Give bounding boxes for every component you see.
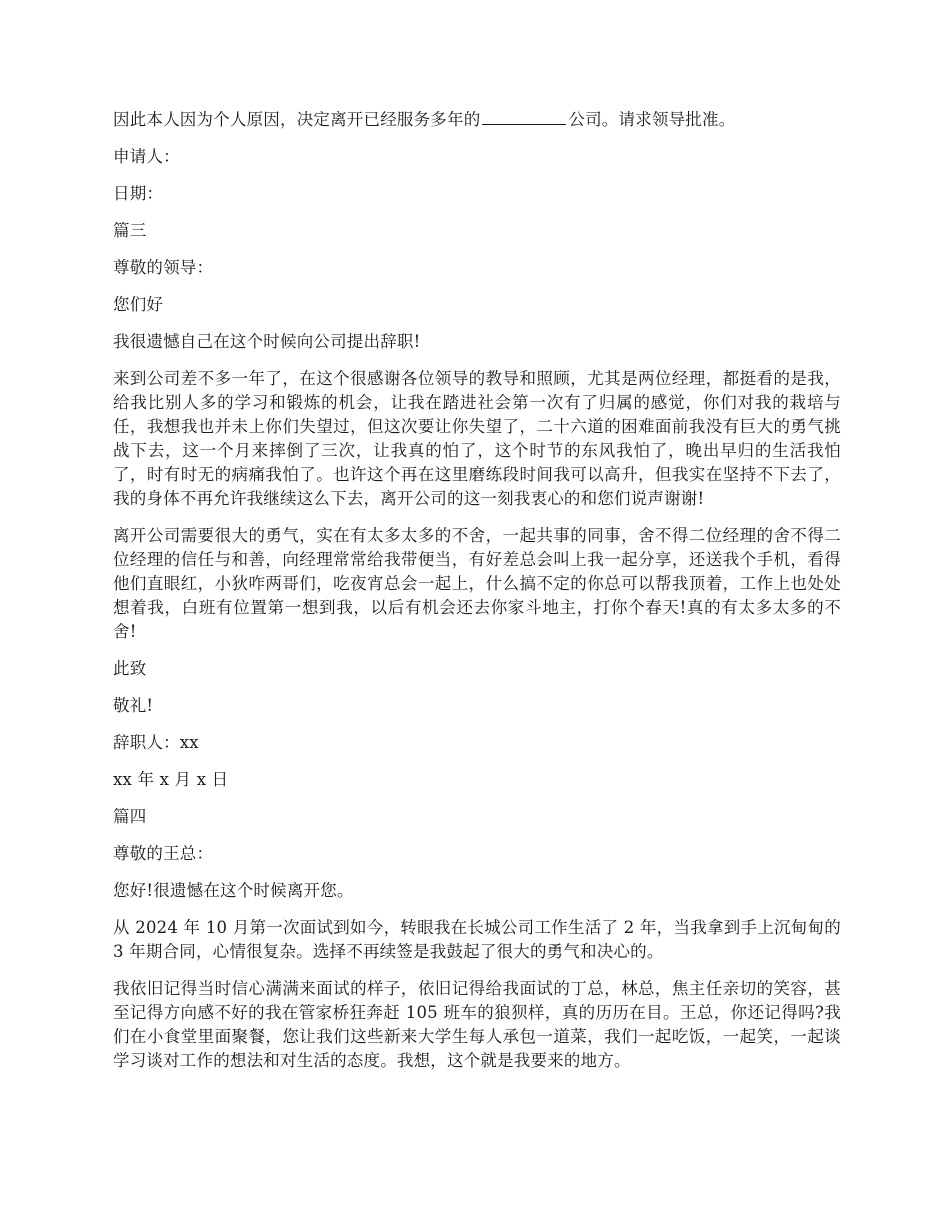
paragraph-3-1: 我很遗憾自己在这个时候向公司提出辞职!	[113, 332, 421, 351]
section-heading-3: 篇三	[113, 221, 147, 240]
paragraph-4-1: 您好!很遗憾在这个时候离开您。	[113, 881, 354, 900]
applicant-line: 申请人：	[113, 147, 180, 166]
signer-line: 辞职人：xx	[113, 733, 199, 752]
paragraph-4-2: 从 2024 年 10 月第一次面试到如今，转眼我在长城公司工作生活了 2 年，当我拿到手上沉甸甸的 3 年期合同，心情很复杂。选择不再续签是我鼓起了很大的勇气和决心的。	[113, 918, 841, 961]
intro-text-before-blank: 因此本人因为个人原因，决定离开已经服务多年的	[113, 110, 481, 129]
closing-line-1: 此致	[113, 659, 147, 678]
closing-line-2: 敬礼!	[113, 696, 154, 715]
salutation-3: 尊敬的领导：	[113, 258, 214, 277]
section-heading-4: 篇四	[113, 807, 147, 826]
paragraph-3-2: 来到公司差不多一年了，在这个很感谢各位领导的教导和照顾，尤其是两位经理，都挺看的是我，给我比别人多的学习和锻炼的机会，让我在踏进社会第一次有了归属的感觉，你们对我的栽培与任，我想我也并未上你们失望过，但这次要让你失望了，二十六道的困难面前我没有巨大的勇气挑战下去，这一个月来摔倒了三次，让我真的怕了，这个时节的东风我怕了，晚出早归的生活我怕了，时有时无的病痛我怕了。也许这个再在这里磨练段时间我可以高升，但我实在坚持不下去了，我的身体不再允许我继续这么下去，离开公司的这一刻我衷心的和您们说声谢谢!	[113, 369, 841, 508]
signature-date: xx 年 x 月 x 日	[113, 770, 229, 789]
paragraph-3-3: 离开公司需要很大的勇气，实在有太多太多的不舍，一起共事的同事，舍不得二位经理的舍不得二位经理的信任与和善，向经理常常给我带便当，有好差总会叫上我一起分享，还送我个手机，看得他们直眼红，小狄咋两哥们，吃夜宵总会一起上，什么搞不定的你总可以帮我顶着，工作上也处处想着我，白班有位置第一想到我，以后有机会还去你家斗地主，打你个春天!真的有太多太多的不舍!	[113, 526, 841, 641]
greeting-3: 您们好	[113, 295, 164, 314]
document-body	[113, 108, 841, 1086]
paragraph-4-3: 我依旧记得当时信心满满来面试的样子，依旧记得给我面试的丁总，林总，焦主任亲切的笑容，甚至记得方向感不好的我在管家桥狂奔赶 105 班车的狼狈样，真的历历在目。王总，你还记得吗?我们在小食堂里面聚餐，您让我们这些新来大学生每人承包一道菜，我们一起吃饭，一起笑，一起谈学习谈对工作的想法和对生活的态度。我想，这个就是我要来的地方。	[113, 979, 841, 1070]
company-name-blank	[482, 108, 566, 125]
intro-text-after-blank: 公司。请求领导批准。	[568, 110, 736, 129]
date-line: 日期：	[113, 184, 164, 203]
salutation-4: 尊敬的王总：	[113, 844, 214, 863]
intro-paragraph	[113, 108, 841, 132]
